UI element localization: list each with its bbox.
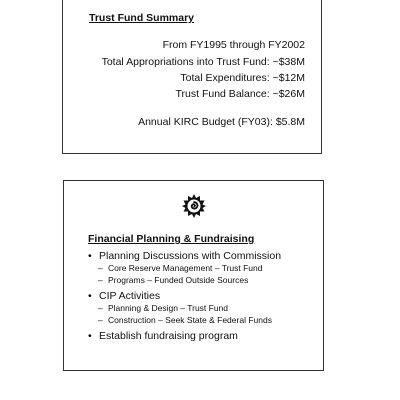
sub-bullet-item: – Planning & Design – Trust Fund [88,303,318,315]
balance-line: Trust Fund Balance: ~$26M [175,88,305,100]
spiral-logo-icon [181,193,207,219]
slide-title: Financial Planning & Fundraising [88,233,255,245]
bullet-item: • Planning Discussions with Commission [88,250,318,263]
period-line: From FY1995 through FY2002 [162,39,305,51]
sub-bullet-item: – Programs – Funded Outside Sources [88,275,318,287]
bullet-item: • Establish fundraising program [88,330,318,343]
bullet-list [88,250,318,343]
financial-planning-slide [63,180,324,371]
sub-bullet-item: – Construction – Seek State & Federal Funds [88,315,318,327]
bullet-item: • CIP Activities [88,290,318,303]
budget-line: Annual KIRC Budget (FY03): $5.8M [138,116,305,128]
expenditures-line: Total Expenditures: ~$12M [180,72,305,84]
slide-title: Trust Fund Summary [89,12,195,24]
appropriations-line: Total Appropriations into Trust Fund: ~$38M [101,56,305,68]
trust-fund-summary-slide [62,0,322,154]
sub-bullet-item: – Core Reserve Management – Trust Fund [88,263,318,275]
